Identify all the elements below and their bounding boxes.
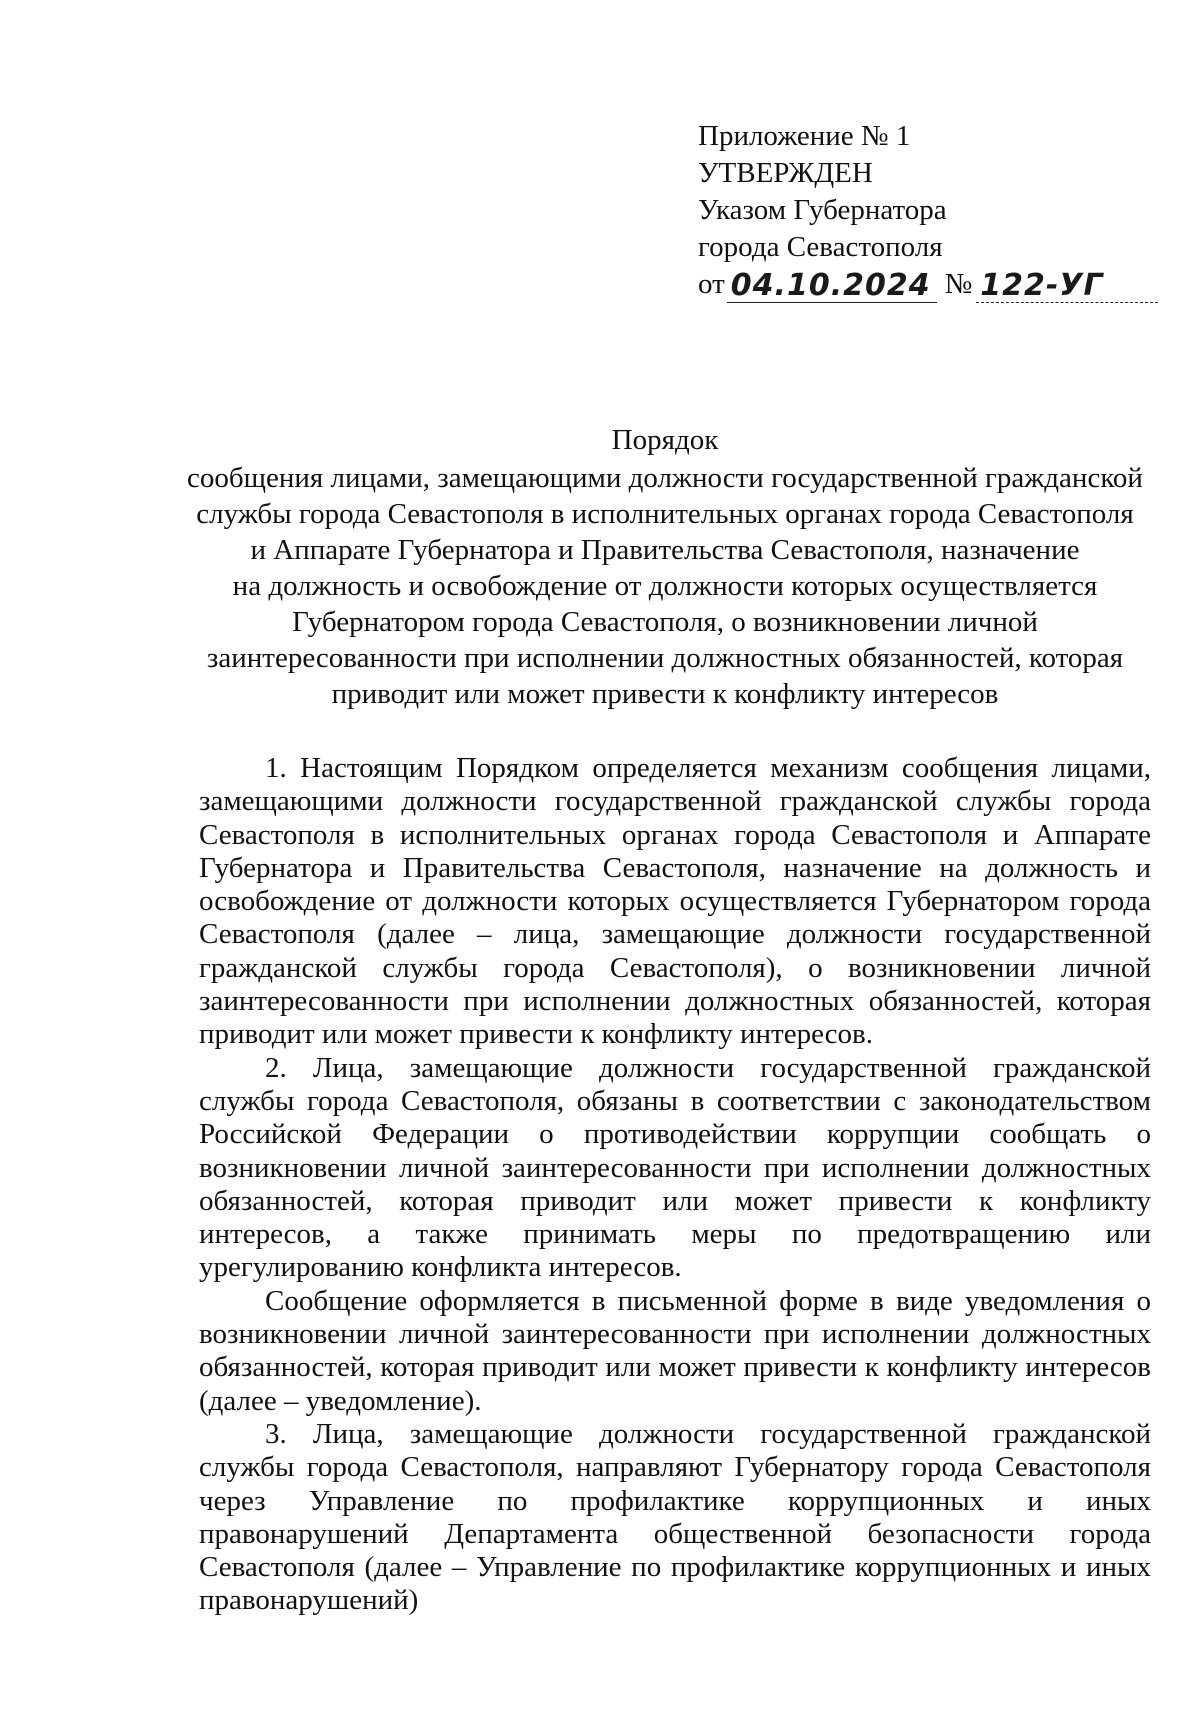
decree-label: Указом Губернатора: [698, 194, 947, 226]
title-subtitle-line: приводит или может привести к конфликту интересов: [331, 678, 999, 710]
title-heading: Порядок: [611, 424, 719, 456]
approved-label: УТВЕРЖДЕН: [698, 157, 873, 189]
approval-stamp-block: [698, 118, 1158, 303]
date-prefix: от: [698, 268, 725, 300]
document-title: [180, 422, 1150, 712]
city-label: города Севастополя: [698, 231, 943, 263]
title-subtitle-line: на должность и освобождение от должности которых осуществляется: [232, 570, 1098, 602]
handwritten-date: 04.10.2024: [727, 270, 937, 303]
title-subtitle-line: сообщения лицами, замещающими должности государственной гражданской: [187, 462, 1143, 494]
title-subtitle-line: заинтересованности при исполнении должностных обязанностей, которая: [206, 642, 1124, 674]
paragraph-3: 3. Лица, замещающие должности государственной гражданской службы города Севастополя, направляют Губернатору города Севастополя через Управление по профилактике коррупционных и иных правонарушений Департамента общественной безопасности города Севастополя (далее – Управление по профилактике коррупционных и иных правонарушений): [199, 1417, 1151, 1617]
paragraph-1: 1. Настоящим Порядком определяется механизм сообщения лицами, замещающими должности государственной гражданской службы города Севастополя в исполнительных органах города Севастополя и Аппарате Губернатора и Правительства Севастополя, назначение на должность и освобождение от должности которых осуществляется Губернатором города Севастополя (далее – лица, замещающие должности государственной гражданской службы города Севастополя), о возникновении личной заинтересованности при исполнении должностных обязанностей, которая приводит или может привести к конфликту интересов.: [199, 752, 1151, 1051]
paragraph-2-continued: Сообщение оформляется в письменной форме в виде уведомления о возникновении личной заинтересованности при исполнении должностных обязанностей, которая приводит или может привести к конфликту интересов (далее – уведомление).: [199, 1284, 1151, 1417]
decree-date-number-line: [698, 266, 1158, 303]
paragraph-2: 2. Лица, замещающие должности государственной гражданской службы города Севастополя, обязаны в соответствии с законодательством Российской Федерации о противодействии коррупции сообщать о возникновении личной заинтересованности при исполнении должностных обязанностей, которая приводит или может привести к конфликту интересов, а также принимать меры по предотвращению или урегулированию конфликта интересов.: [199, 1051, 1151, 1284]
title-subtitle-line: Губернатором города Севастополя, о возникновении личной: [292, 606, 1038, 638]
handwritten-number: 122-УГ: [976, 270, 1158, 303]
appendix-label: Приложение № 1: [698, 120, 911, 152]
title-subtitle-line: службы города Севастополя в исполнительных органах города Севастополя: [196, 498, 1134, 530]
title-subtitle-line: и Аппарате Губернатора и Правительства Севастополя, назначение: [250, 534, 1080, 566]
document-body: [199, 752, 1151, 1618]
number-prefix: №: [944, 268, 973, 300]
